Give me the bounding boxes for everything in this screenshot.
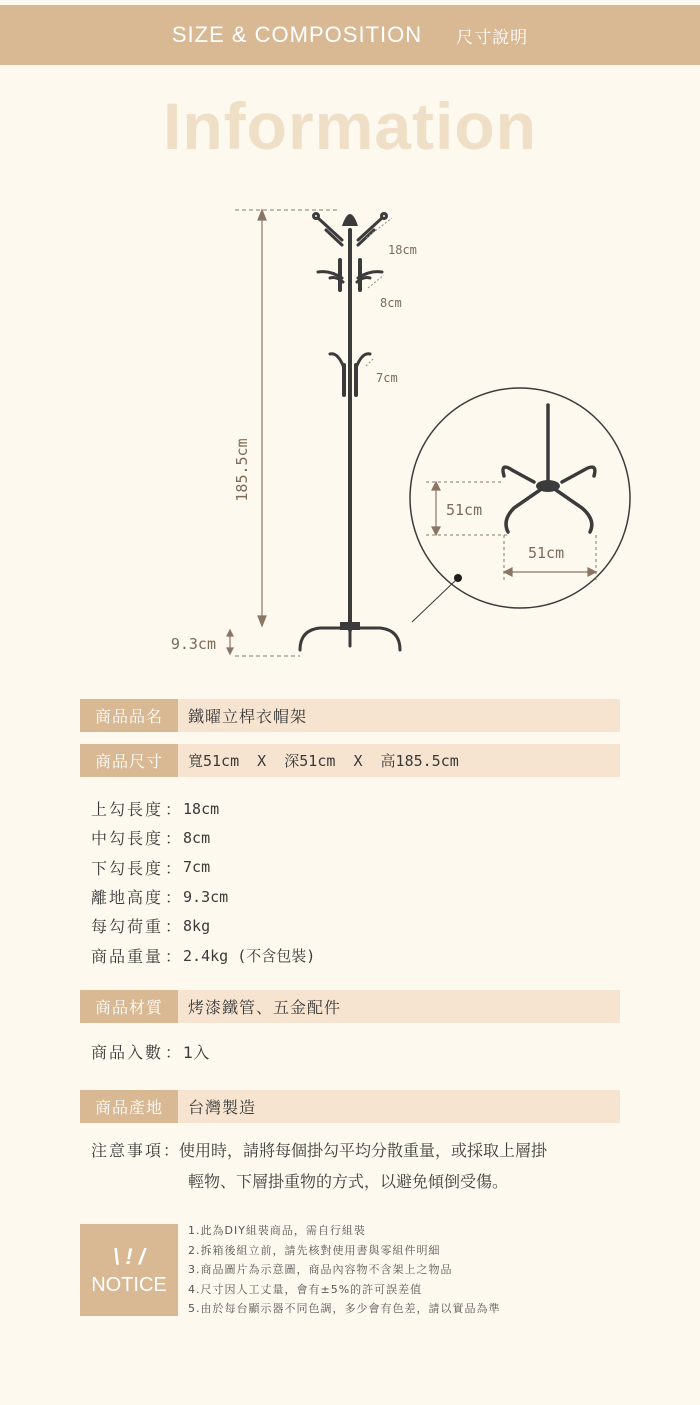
spec-label-material: 商品材質 (80, 990, 178, 1023)
spec-row-origin (80, 1090, 620, 1123)
caution-separator: ： (163, 1141, 180, 1160)
detail-list (91, 794, 315, 970)
detail-separator: ： (165, 946, 182, 966)
notice-item: 1.此為DIY組裝商品，需自行組裝 (188, 1224, 366, 1237)
detail-separator: ： (165, 917, 182, 937)
caution-text-1: 使用時，請將每個掛勾平均分散重量，或採取上層掛 (179, 1141, 548, 1160)
detail-key: 下勾長度 (91, 858, 164, 878)
spec-row-material (80, 990, 620, 1023)
detail-value: 8kg (183, 916, 211, 935)
base-detail-zoom (410, 388, 630, 622)
low-hook-length: 7cm (376, 371, 398, 385)
caution-text-2: 輕物、下層掛重物的方式，以避免傾倒受傷。 (188, 1172, 509, 1191)
warning-icon: \ ! / (113, 1243, 145, 1269)
spec-value-name: 鐵曜立桿衣帽架 (188, 707, 308, 726)
notice-item: 3.商品圖片為示意圖，商品內容物不含架上之物品 (188, 1263, 453, 1276)
banner-title-en: SIZE & COMPOSITION (171, 22, 423, 47)
detail-value: 7cm (183, 858, 211, 877)
coat-rack-diagram (0, 190, 700, 670)
spec-label-name: 商品品名 (80, 699, 178, 732)
spec-value-size: 寬51cm X 深51cm X 高185.5cm (188, 752, 459, 770)
quantity-value: 1入 (183, 1043, 210, 1063)
detail-value: 8cm (183, 828, 211, 847)
detail-row (91, 940, 315, 969)
detail-key: 上勾長度 (91, 800, 164, 820)
caution-line-2 (91, 1166, 621, 1197)
caution-key: 注意事項 (91, 1141, 164, 1160)
spec-label-size: 商品尺寸 (80, 744, 178, 777)
total-height-label: 185.5cm (233, 438, 251, 502)
spec-row-name (80, 699, 620, 732)
spec-value-origin: 台灣製造 (188, 1098, 257, 1117)
detail-separator: ： (165, 858, 182, 878)
notice-label: NOTICE (91, 1273, 167, 1296)
detail-separator: ： (165, 800, 182, 820)
detail-row (91, 794, 315, 823)
spec-label-origin: 商品產地 (80, 1090, 178, 1123)
quantity-row (91, 1037, 209, 1066)
quantity-key: 商品入數 (91, 1043, 164, 1063)
notice-badge (80, 1224, 178, 1316)
detail-row (91, 823, 315, 852)
detail-separator: ： (165, 829, 182, 849)
detail-row (91, 882, 315, 911)
top-hook-length: 18cm (388, 243, 417, 257)
detail-row (91, 911, 315, 940)
caution-line-1 (91, 1135, 621, 1166)
detail-key: 離地高度 (91, 888, 164, 908)
detail-row (91, 853, 315, 882)
detail-key: 中勾長度 (91, 829, 164, 849)
detail-key: 每勾荷重 (91, 917, 164, 937)
notice-item: 4.尺寸因人工丈量，會有±5%的許可誤差值 (188, 1282, 423, 1296)
spec-row-size (80, 744, 620, 777)
top-banner (0, 5, 700, 65)
spec-value-material: 烤漆鐵管、五金配件 (188, 998, 342, 1017)
notice-list (188, 1221, 501, 1319)
mid-hook-length: 8cm (380, 296, 402, 310)
detail-value: 18cm (183, 799, 220, 818)
detail-separator: ： (165, 888, 182, 908)
base-width-label: 51cm (528, 544, 565, 562)
caution-block (91, 1135, 621, 1197)
detail-value: 9.3cm (183, 887, 229, 906)
banner-title-zh: 尺寸說明 (456, 27, 529, 48)
base-depth-label: 51cm (446, 501, 483, 519)
page-title: Information (163, 89, 537, 163)
notice-item: 5.由於每台顯示器不同色調，多少會有色差，請以實品為準 (188, 1302, 501, 1315)
detail-value: 2.4kg (不含包裝) (183, 946, 316, 965)
quantity-separator: ： (165, 1043, 182, 1063)
notice-item: 2.拆箱後組立前，請先核對使用書與零組件明細 (188, 1243, 441, 1257)
ground-clearance-label: 9.3cm (170, 635, 216, 653)
detail-key: 商品重量 (91, 946, 164, 966)
